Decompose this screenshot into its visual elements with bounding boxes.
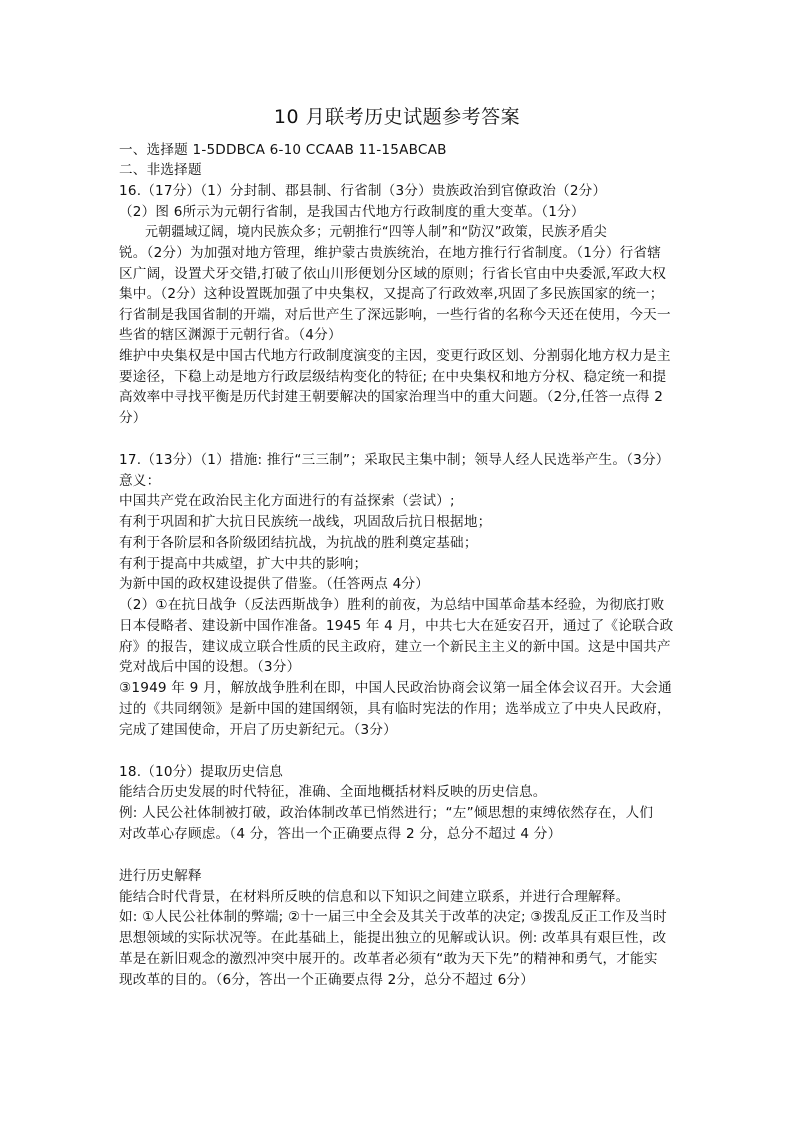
q16-line: （2）图 6所示为元朝行省制，是我国古代地方行政制度的重大变革。（1分） [119,204,585,220]
q17-line: 府》的报告，建议成立联合性质的民主政府，建立一个新民主主义的新中国。这是中国共产 [119,639,671,655]
q18-line: 如: ①人民公社体制的弊端; ②十一届三中全会及其关于改革的决定; ③拨乱反正工作及当时 [119,909,667,925]
section-heading-nonchoice: 二、非选择题 [119,162,202,178]
q18-line: 进行历史解释 [119,868,202,884]
q17-line: 有利于巩固和扩大抗日民族统一战线，巩固敌后抗日根据地； [119,514,492,530]
q16-line: 些省的辖区渊源于元朝行省。（4分） [119,327,342,343]
q17-line: 日本侵略者、建设新中国作准备。1945 年 4 月，中共七大在延安召开，通过了《论联合政 [119,618,674,634]
q17-line: ③1949 年 9 月，解放战争胜利在即，中国人民政治协商会议第一届全体会议召开。大会通 [119,680,672,696]
q18-line: 能结合时代背景，在材料所反映的信息和以下知识之间建立联系，并进行合理解释。 [119,889,630,905]
q18-line: 能结合历史发展的时代特征，准确、全面地概括材料反映的历史信息。 [119,784,547,800]
q16-line: 锐。（2分）为加强对地方管理，维护蒙古贵族统治，在地方推行行省制度。（1分）行省辖 [119,245,662,261]
q17-line: 中国共产党在政治民主化方面进行的有益探索（尝试）; [119,493,455,509]
q17-line: 为新中国的政权建设提供了借鉴。（任答两点 4分） [119,576,430,592]
q16-line: 元朝疆域辽阔，境内民族众多；元朝推行“四等人制”和“防汉”政策，民族矛盾尖 [145,224,607,240]
q18-line: 革是在新旧观念的激烈冲突中展开的。改革者必须有“敢为天下先”的精神和勇气，才能实 [119,951,658,967]
q16-line: 要途径，下稳上动是地方行政层级结构变化的特征; 在中央集权和地方分权、稳定统一和提 [119,369,667,385]
q16-line: 集中。（2分）这种设置既加强了中央集权，又提高了行政效率,巩固了多民族国家的统一； [119,286,664,302]
q16-line: 16.（17分）（1）分封制、郡县制、行省制（3分）贵族政治到官僚政治（2分） [119,183,607,199]
q17-line: （2）①在抗日战争（反法西斯战争）胜利的前夜，为总结中国革命基本经验，为彻底打败 [119,597,665,613]
q17-line: 有利于各阶层和各阶级团结抗战，为抗战的胜利奠定基础； [119,535,478,551]
q17-line: 有利于提高中共威望，扩大中共的影响； [119,556,368,572]
page-title: 10 月联考历史试题参考答案 [273,106,521,128]
q18-line: 现改革的目的。（6分，答出一个正确要点得 2分，总分不超过 6分） [119,972,535,988]
q17-line: 17.（13分）（1）措施: 推行“三三制”；采取民主集中制；领导人经人民选举产生。（3分） [119,452,670,468]
q18-line: 思想领域的实际状况等。在此基础上，能提出独立的见解或认识。例: 改革具有艰巨性，改 [119,930,667,946]
q17-line: 党对战后中国的设想。（3分） [119,659,301,675]
q17-line: 过的《共同纲领》是新中国的建国纲领，具有临时宪法的作用；选举成立了中央人民政府， [119,701,671,717]
q16-line: 区广阔，设置犬牙交错,打破了依山川形便划分区域的原则；行省长官由中央委派,军政大权 [119,266,666,282]
q16-line: 分） [119,410,147,426]
q18-line: 对改革心存顾虑。（4 分，答出一个正确要点得 2 分，总分不超过 4 分） [119,826,562,842]
q17-line: 完成了建国使命，开启了历史新纪元。（3分） [119,722,397,738]
q18-line: 例: 人民公社体制被打破，政治体制改革已悄然进行；“左”倾思想的束缚依然存在，人们 [119,805,654,821]
q18-line: 18.（10分）提取历史信息 [119,764,284,780]
q17-line: 意义： [119,473,161,489]
q16-line: 高效率中寻找平衡是历代封建王朝要解决的国家治理当中的重大问题。（2分,任答一点得 2 [119,389,664,405]
q16-line: 维护中央集权是中国古代地方行政制度演变的主因，变更行政区划、分割弱化地方权力是主 [119,348,671,364]
section-heading-choice: 一、选择题 1-5DDBCA 6-10 CCAAB 11-15ABCAB [119,142,447,158]
q16-line: 行省制是我国省制的开端，对后世产生了深远影响，一些行省的名称今天还在使用，今天一 [119,307,671,323]
